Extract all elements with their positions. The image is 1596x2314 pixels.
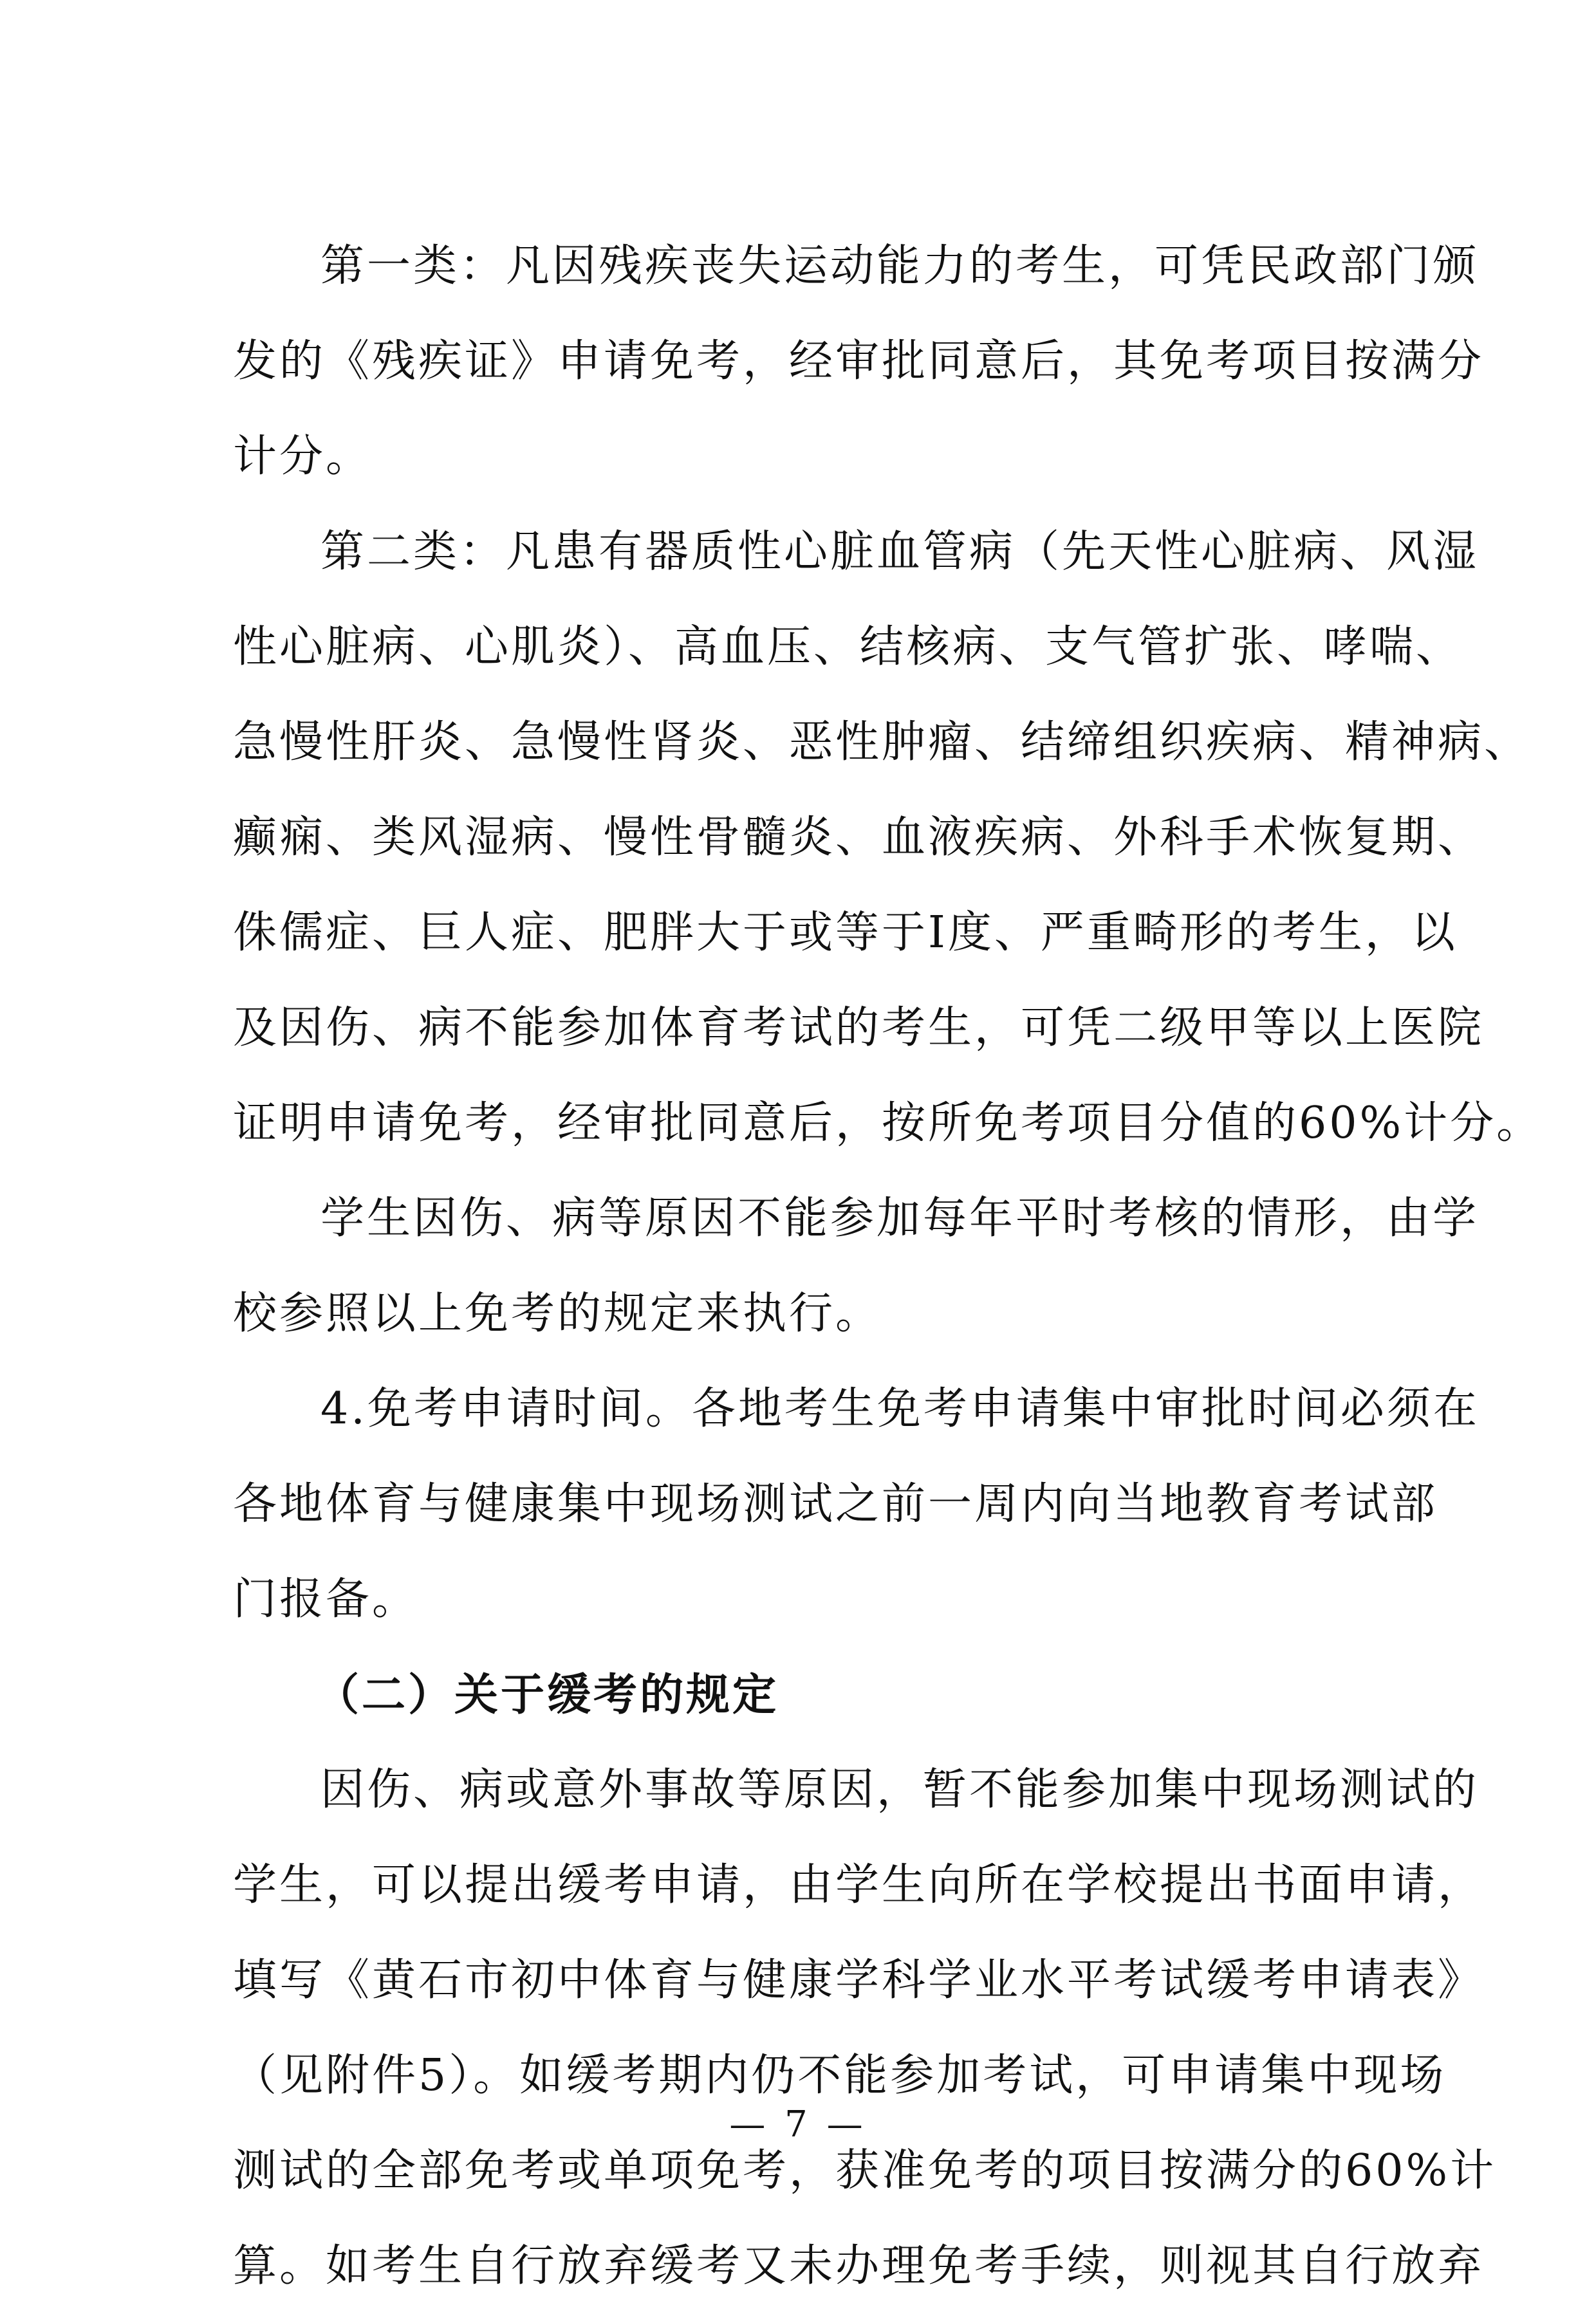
paragraph-line: 学生，可以提出缓考申请，由学生向所在学校提出书面申请， [233,1860,1485,1911]
paragraph-line: 因伤、病或意外事故等原因，暂不能参加集中现场测试的 [320,1764,1480,1815]
paragraph-line: 计分。 [233,431,373,482]
paragraph-line: 侏儒症、巨人症、肥胖大于或等于Ⅰ度、严重畸形的考生，以 [233,907,1458,958]
page-number: — 7 — [729,2104,867,2145]
paragraph-line: 门报备。 [233,1574,419,1625]
paragraph-line: 发的《残疾证》申请免考，经审批同意后，其免考项目按满分 [233,336,1485,387]
paragraph-line: 第一类：凡因残疾丧失运动能力的考生，可凭民政部门颁 [320,241,1480,292]
paragraph-line: 校参照以上免考的规定来执行。 [233,1288,882,1339]
paragraph-line: 及因伤、病不能参加体育考试的考生，可凭二级甲等以上医院 [233,1003,1485,1053]
paragraph-line: 第二类：凡患有器质性心脏血管病（先天性心脏病、风湿 [320,526,1480,577]
paragraph-line: 性心脏病、心肌炎）、高血压、结核病、支气管扩张、哮喘、 [233,622,1463,672]
section-heading: （二）关于缓考的规定 [315,1669,779,1721]
paragraph-line: 填写《黄石市初中体育与健康学科学业水平考试缓考申请表》 [233,1955,1485,2006]
body-text [233,219,1543,2314]
paragraph-line: 测试的全部免考或单项免考，获准免考的项目按满分的60%计 [233,2145,1497,2196]
paragraph-line: 算。如考生自行放弃缓考又未办理免考手续，则视其自行放弃 [233,2241,1485,2291]
paragraph-line: 癫痫、类风湿病、慢性骨髓炎、血液疾病、外科手术恢复期、 [233,812,1485,863]
paragraph-line: 证明申请免考，经审批同意后，按所免考项目分值的60%计分。 [233,1098,1543,1149]
paragraph-line: 急慢性肝炎、急慢性肾炎、恶性肿瘤、结缔组织疾病、精神病、 [233,717,1531,768]
paragraph-line: 学生因伤、病等原因不能参加每年平时考核的情形，由学 [320,1193,1480,1244]
paragraph-line: 4.免考申请时间。各地考生免考申请集中审批时间必须在 [320,1384,1480,1434]
paragraph-line: （见附件5）。如缓考期内仍不能参加考试，可申请集中现场 [233,2050,1447,2101]
paragraph-line: 各地体育与健康集中现场测试之前一周内向当地教育考试部 [233,1479,1438,1530]
